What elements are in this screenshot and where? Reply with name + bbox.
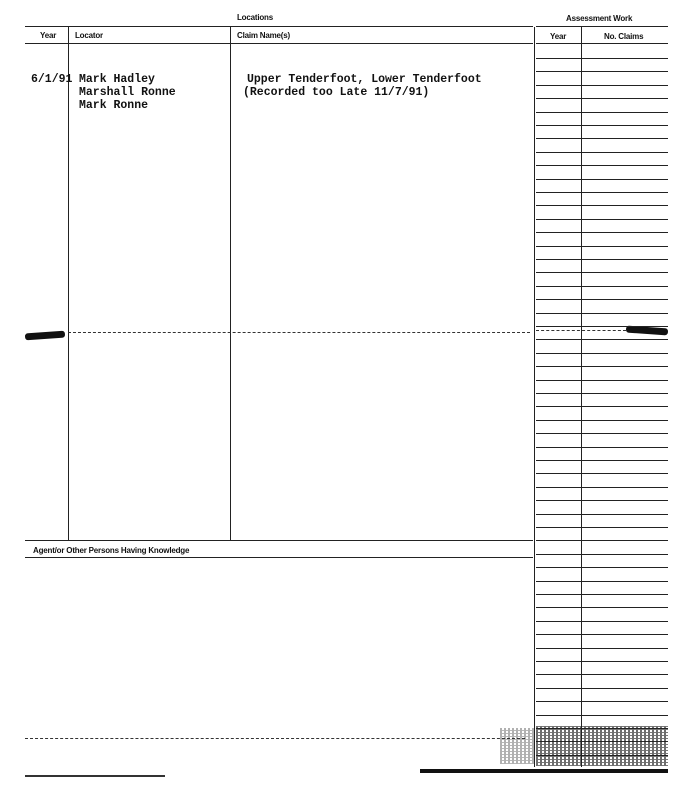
top-rule-right — [536, 26, 668, 27]
locations-heading: Locations — [237, 13, 273, 22]
year-column-header: Year — [40, 31, 57, 40]
agent-top-rule — [25, 540, 533, 541]
assessment-ruled-grid — [536, 44, 668, 768]
main-right-border — [534, 27, 535, 767]
left-ink-mark — [25, 331, 65, 341]
locator-2: Marshall Ronne — [79, 86, 176, 99]
locator-1: Mark Hadley — [79, 73, 155, 86]
locator-claims-divider — [230, 27, 231, 540]
year-locator-divider — [68, 27, 69, 540]
claim-names-line-2: (Recorded too Late 11/7/91) — [243, 86, 430, 99]
scan-noise-center — [500, 728, 534, 764]
locator-3: Mark Ronne — [79, 99, 149, 112]
assessment-year-column-header: Year — [550, 32, 567, 41]
mid-dashed-line — [68, 332, 530, 333]
bottom-left-smudge — [25, 775, 165, 777]
agent-heading-rule — [25, 557, 533, 558]
no-claims-column-header: No. Claims — [604, 32, 644, 41]
claim-names-line-1: Upper Tenderfoot, Lower Tenderfoot — [247, 73, 482, 86]
bottom-dashed-line — [25, 738, 525, 739]
scan-noise-right — [536, 726, 668, 766]
claim-names-column-header: Claim Name(s) — [237, 31, 290, 40]
locator-column-header: Locator — [75, 31, 103, 40]
agent-heading: Agent/or Other Persons Having Knowledge — [33, 546, 190, 555]
entry-date: 6/1/91 — [31, 73, 73, 86]
bottom-smudge-rule — [420, 769, 668, 773]
assessment-work-heading: Assessment Work — [566, 14, 633, 23]
top-rule — [25, 26, 533, 27]
header-rule — [25, 43, 533, 44]
